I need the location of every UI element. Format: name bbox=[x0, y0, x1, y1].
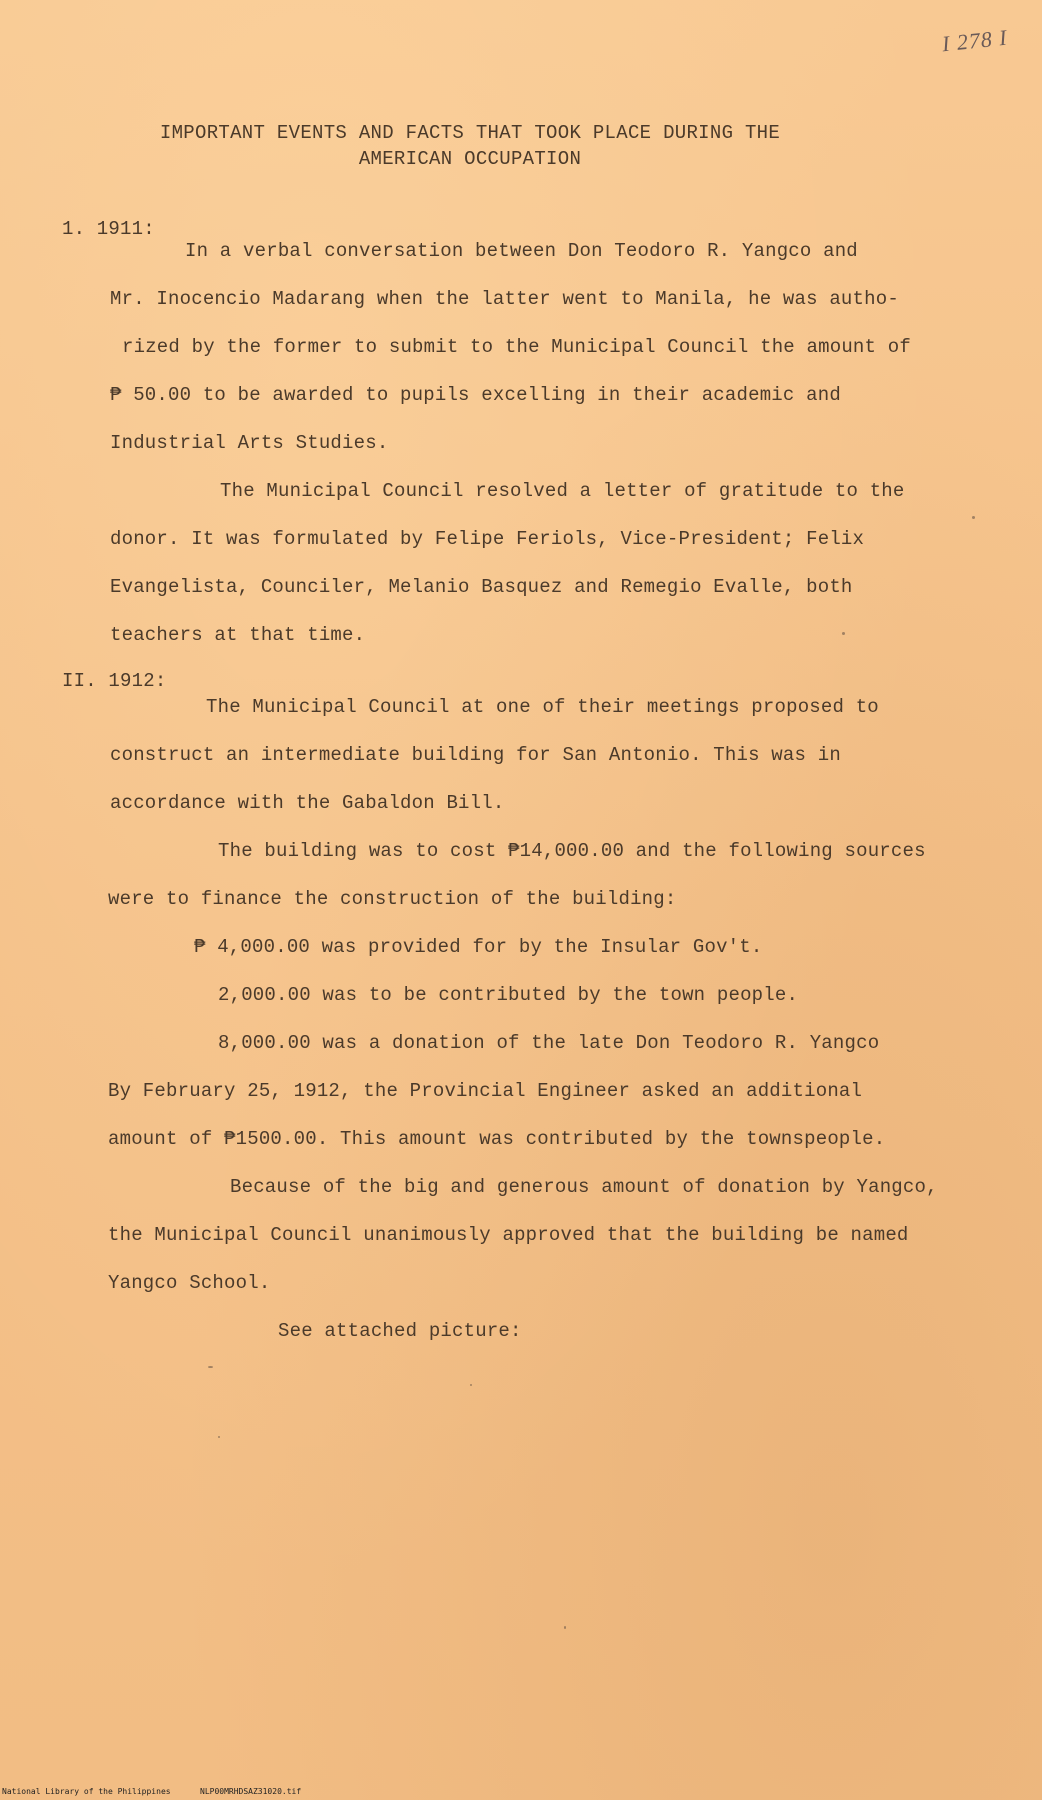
funding-line: 2,000.00 was to be contributed by the town people. bbox=[218, 984, 799, 1006]
footer-file-id: NLP00MRHDSAZ31020.tif bbox=[200, 1787, 302, 1796]
paragraph-line: donor. It was formulated by Felipe Feriols, Vice-President; Felix bbox=[110, 528, 865, 550]
paragraph-line: ₱ 50.00 to be awarded to pupils excelling in their academic and bbox=[110, 384, 841, 406]
paragraph-line: were to finance the construction of the building: bbox=[108, 888, 677, 910]
paragraph-line: Yangco School. bbox=[108, 1272, 271, 1294]
paragraph-line: Industrial Arts Studies. bbox=[110, 432, 389, 454]
title-line-1: IMPORTANT EVENTS AND FACTS THAT TOOK PLACE DURING THE bbox=[159, 122, 781, 144]
paragraph-line: The building was to cost ₱14,000.00 and the following sources bbox=[218, 840, 926, 862]
paper-speck bbox=[972, 516, 975, 519]
page-title bbox=[0, 120, 940, 172]
paragraph-line: The Municipal Council resolved a letter of gratitude to the bbox=[220, 480, 905, 502]
paragraph-line: Mr. Inocencio Madarang when the latter went to Manila, he was autho- bbox=[110, 288, 899, 310]
title-line-2: AMERICAN OCCUPATION bbox=[358, 148, 582, 170]
paragraph-line: By February 25, 1912, the Provincial Engineer asked an additional bbox=[108, 1080, 863, 1102]
paragraph-line: teachers at that time. bbox=[110, 624, 366, 646]
paragraph-line: construct an intermediate building for San Antonio. This was in bbox=[110, 744, 841, 766]
page-number: I 278 I bbox=[940, 24, 1009, 57]
footer-library-label: National Library of the Philippines bbox=[2, 1787, 171, 1796]
paper-speck bbox=[470, 1384, 472, 1386]
section-heading-1912: II. 1912: bbox=[62, 670, 167, 692]
closing-line: See attached picture: bbox=[278, 1320, 522, 1342]
paragraph-line: Evangelista, Counciler, Melanio Basquez and Remegio Evalle, both bbox=[110, 576, 853, 598]
paragraph-line: amount of ₱1500.00. This amount was contributed by the townspeople. bbox=[108, 1128, 886, 1150]
paragraph-line: rized by the former to submit to the Municipal Council the amount of bbox=[122, 336, 911, 358]
paragraph-line: accordance with the Gabaldon Bill. bbox=[110, 792, 505, 814]
paragraph-line: In a verbal conversation between Don Teodoro R. Yangco and bbox=[185, 240, 858, 262]
paper-speck bbox=[564, 1626, 566, 1629]
paper-speck bbox=[218, 1436, 220, 1438]
paragraph-line: The Municipal Council at one of their meetings proposed to bbox=[206, 696, 879, 718]
funding-line: 8,000.00 was a donation of the late Don Teodoro R. Yangco bbox=[218, 1032, 880, 1054]
paragraph-line: the Municipal Council unanimously approved that the building be named bbox=[108, 1224, 909, 1246]
funding-line: ₱ 4,000.00 was provided for by the Insular Gov't. bbox=[194, 936, 763, 958]
paper-speck bbox=[842, 632, 845, 635]
section-heading-1911: 1. 1911: bbox=[62, 218, 155, 240]
paragraph-line: Because of the big and generous amount of donation by Yangco, bbox=[230, 1176, 938, 1198]
paper-speck bbox=[208, 1366, 213, 1368]
